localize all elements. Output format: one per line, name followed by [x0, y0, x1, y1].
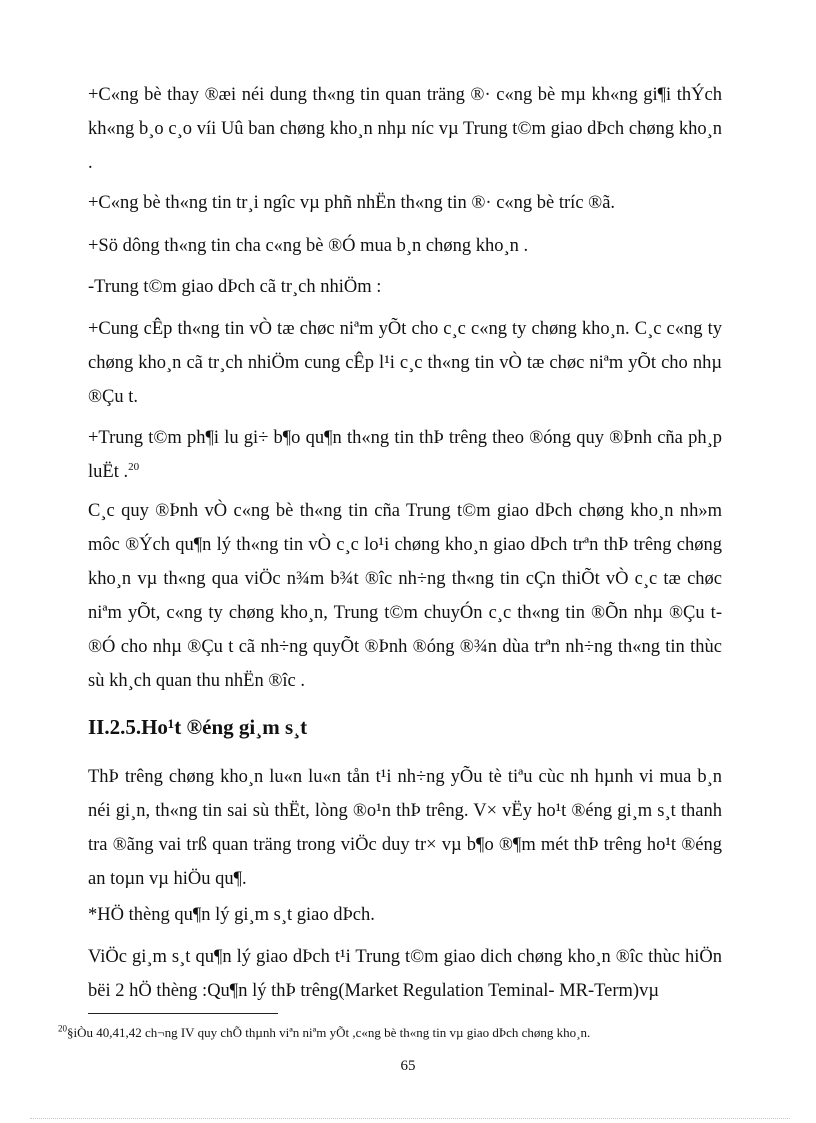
paragraph: +C«ng bè th«ng tin tr¸i ngîc vµ phñ nhËn th«ng tin ®· c«ng bè tríc ®ã.	[88, 193, 616, 213]
footnote	[58, 1024, 738, 1042]
paragraph-text: +Trung t©m ph¶i lu gi÷ b¶o qu¶n th«ng tin thÞ trêng theo ®óng quy ®Þnh cña ph¸p luËt .	[88, 428, 722, 482]
section-heading: II.2.5.Ho¹t ®éng gi¸m s¸t	[88, 715, 308, 739]
footnote-text: §iÒu 40,41,42 ch¬ng IV quy chÕ thµnh viªn niªm yÕt ,c«ng bè th«ng tin vµ giao dÞch chøng kho¸n.	[67, 1025, 591, 1040]
paragraph: ThÞ trêng chøng kho¸n lu«n lu«n tån t¹i nh÷ng yÕu tè tiªu cùc nh hµnh vi mua b¸n néi gi¸n, th«ng tin sai sù thËt, lòng ®o¹n thÞ trêng. V× vËy ho¹t ®éng gi¸m s¸t thanh tra ®ãng vai trß quan träng trong viÖc duy tr× vµ b¶o ®¶m mét thÞ trêng ho¹t ®éng an toµn vµ hiÖu qu¶.	[88, 767, 722, 889]
footnote-divider	[88, 1013, 278, 1014]
footnote-number: 20	[58, 1023, 67, 1034]
footnote-reference[interactable]: 20	[128, 460, 140, 473]
paragraph: *HÖ thèng qu¶n lý gi¸m s¸t giao dÞch.	[88, 905, 375, 925]
paragraph-with-footnote	[88, 421, 722, 489]
paragraph: C¸c quy ®Þnh vÒ c«ng bè th«ng tin cña Trung t©m giao dÞch chøng kho¸n nh»m môc ®Ých qu¶n lý th«ng tin vÒ c¸c lo¹i chøng kho¸n giao dÞch trªn thÞ trêng chøng kho¸n vµ th«ng qua viÖc n¾m b¾t ®îc nh÷ng th«ng tin cÇn thiÕt vÒ c¸c tæ chøc niªm yÕt, c«ng ty chøng kho¸n, Trung t©m chuyÓn c¸c th«ng tin ®Õn nhµ ®Çu t ®Ó cho nhµ ®Çu t cã nh÷ng quyÕt ®Þnh ®óng ®¾n dùa trªn nh÷ng th«ng tin thùc sù kh¸ch quan thu nhËn ®îc .	[88, 501, 722, 691]
paragraph: -Trung t©m giao dÞch cã tr¸ch nhiÖm :	[88, 277, 382, 297]
paragraph: +C«ng bè thay ®æi néi dung th«ng tin quan träng ®· c«ng bè mµ kh«ng gi¶i thÝch kh«ng b¸o c¸o víi Uû ban chøng kho¸n nhµ níc vµ Trung t©m giao dÞch chøng kho¸n .	[88, 85, 722, 173]
page-edge-divider	[30, 1118, 790, 1119]
page-number: 65	[400, 1058, 416, 1074]
paragraph: +Sö dông th«ng tin cha c«ng bè ®Ó mua b¸n chøng kho¸n .	[88, 236, 529, 256]
paragraph: ViÖc gi¸m s¸t qu¶n lý giao dÞch t¹i Trung t©m giao dich chøng kho¸n ®îc thùc hiÖn bëi 2 hÖ thèng :Qu¶n lý thÞ trêng(Market Regulation Teminal- MR-Term)vµ	[88, 947, 722, 1001]
paragraph: +Cung cÊp th«ng tin vÒ tæ chøc niªm yÕt cho c¸c c«ng ty chøng kho¸n. C¸c c«ng ty chøng kho¸n cã tr¸ch nhiÖm cung cÊp l¹i c¸c th«ng tin vÒ tæ chøc niªm yÕt cho nhµ ®Çu t.	[88, 319, 722, 407]
